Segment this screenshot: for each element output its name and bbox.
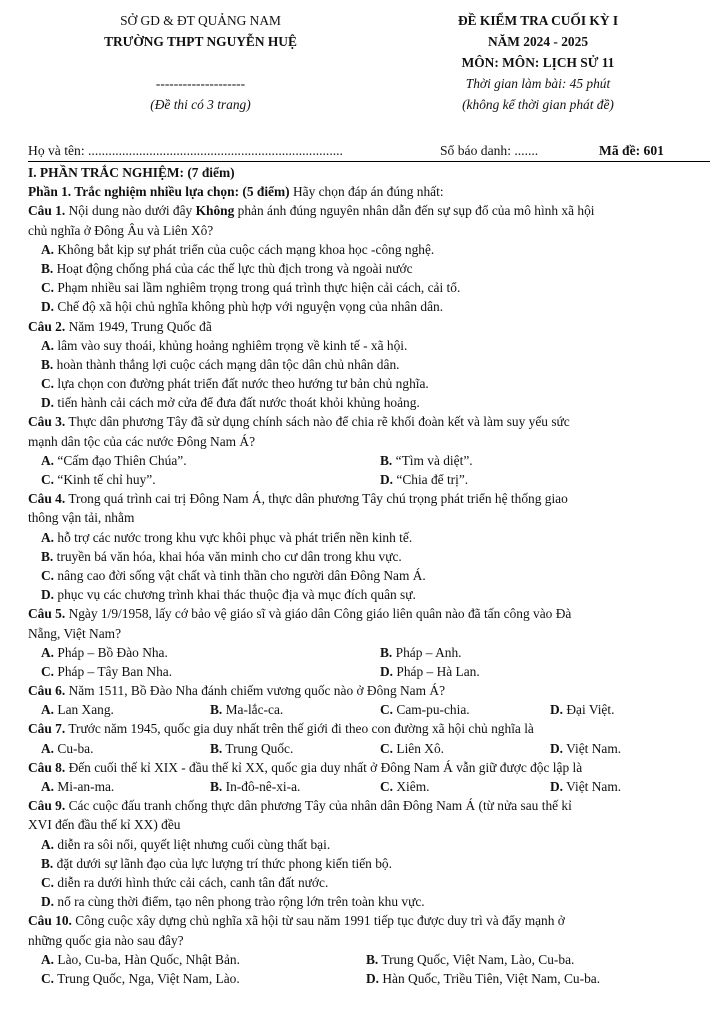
separator-line: --------------------	[155, 76, 246, 91]
question-number: Câu 10.	[28, 913, 72, 929]
option-b[interactable]: B. truyền bá văn hóa, khai hóa văn minh cho cư dân trong khu vực.	[41, 548, 402, 564]
exam-title: ĐỀ KIỂM TRA CUỐI KỲ I	[457, 13, 619, 28]
question-number: Câu 9.	[28, 798, 66, 814]
option-a[interactable]: A. Lào, Cu-ba, Hàn Quốc, Nhật Bản.	[41, 951, 240, 967]
option-d[interactable]: D. Việt Nam.	[550, 779, 622, 794]
option-c[interactable]: C. nâng cao đời sống vật chất và tinh thần cho người dân Đông Nam Á.	[41, 567, 426, 583]
option-d[interactable]: D. Đại Việt.	[550, 702, 615, 718]
student-info-row	[28, 141, 683, 161]
option-b[interactable]: B. Trung Quốc.	[210, 740, 294, 756]
question-8: Câu 8. Đến cuối thế kỉ XIX - đầu thế kỉ XX, quốc gia duy nhất ở Đông Nam Á vẫn giữ được độc lập là A. Mi-an-ma. B. In-đô-nê-xi-a. C. Xiêm. D. Việt Nam.	[28, 758, 710, 796]
option-c[interactable]: C. diễn ra dưới hình thức cải cách, canh tân đất nước.	[41, 874, 329, 890]
question-number: Câu 5.	[28, 606, 66, 622]
question-9: Câu 9. Các cuộc đấu tranh chống thực dân phương Tây của nhân dân Đông Nam Á (từ nửa sau thế kỉ XVI đến đầu thế kỉ XX) đều A. diễn ra sôi nổi, quyết liệt nhưng cuối cùng thất bại. B. đặt dưới sự lãnh đạo của lực lượng trí thức phong kiến tiến bộ. C. diễn ra dưới hình thức cải cách, canh tân đất nước. D. nổ ra cùng thời điểm, tạo nên phong trào rộng lớn trên toàn khu vực.	[28, 796, 710, 911]
option-c[interactable]: C. Phạm nhiều sai lầm nghiêm trọng trong quá trình thực hiện cải cách, cải tổ.	[41, 280, 461, 296]
question-number: Câu 6.	[28, 683, 66, 699]
exam-content	[28, 163, 710, 988]
question-1: Câu 1. Nội dung nào dưới đây Không phản ánh đúng nguyên nhân dẫn đến sự sụp đổ của mô hình xã hội chủ nghĩa ở Đông Âu và Liên Xô? A. Không bắt kịp sự phát triển của cuộc cách mạng khoa học -công nghệ. B. Hoạt động chống phá của các thế lực thù địch trong và ngoài nước C. Phạm nhiều sai lầm nghiêm trọng trong quá trình thực hiện cải cách, cải tổ. D. Chế độ xã hội chủ nghĩa không phù hợp với nguyện vọng của nhân dân.	[28, 201, 710, 316]
option-a[interactable]: A. lâm vào suy thoái, khủng hoảng nghiêm trọng về kinh tế - xã hội.	[41, 337, 408, 353]
option-a[interactable]: A. Cu-ba.	[41, 740, 94, 756]
option-d[interactable]: D. “Chia để trị”.	[380, 472, 469, 487]
option-c[interactable]: C. “Kinh tế chỉ huy”.	[41, 472, 156, 487]
question-number: Câu 3.	[28, 414, 66, 430]
option-a[interactable]: A. “Cấm đạo Thiên Chúa”.	[41, 452, 187, 468]
section-title: I. PHẦN TRẮC NGHIỆM: (7 điểm)	[28, 165, 235, 180]
question-number: Câu 7.	[28, 721, 66, 737]
option-b[interactable]: B. Trung Quốc, Việt Nam, Lào, Cu-ba.	[366, 951, 575, 967]
question-number: Câu 2.	[28, 318, 66, 334]
exam-code: Mã đề: 601	[599, 143, 664, 158]
option-d[interactable]: D. tiến hành cải cách mở cửa để đưa đất nước thoát khỏi khủng hoảng.	[41, 395, 420, 411]
option-d[interactable]: D. Việt Nam.	[550, 740, 622, 756]
option-b[interactable]: B. Ma-lắc-ca.	[210, 702, 284, 718]
duration-note: (không kể thời gian phát đề)	[462, 97, 614, 112]
question-6: Câu 6. Năm 1511, Bồ Đào Nha đánh chiếm vương quốc nào ở Đông Nam Á? A. Lan Xang. B. Ma-lắc-ca. C. Cam-pu-chia. D. Đại Việt.	[28, 681, 710, 719]
header-right	[378, 10, 698, 115]
question-number: Câu 1.	[28, 203, 66, 219]
school-year: NĂM 2024 - 2025	[487, 34, 589, 49]
option-b[interactable]: B. hoàn thành thắng lợi cuộc cách mạng dân tộc dân chủ nhân dân.	[41, 356, 400, 372]
option-b[interactable]: B. đặt dưới sự lãnh đạo của lực lượng trí thức phong kiến tiến bộ.	[41, 855, 392, 871]
part-title: Phần 1. Trắc nghiệm nhiều lựa chọn: (5 điểm) Hãy chọn đáp án đúng nhất:	[28, 184, 444, 200]
school-name: TRƯỜNG THPT NGUYỄN HUỆ	[104, 34, 297, 49]
option-c[interactable]: C. lựa chọn con đường phát triển đất nước theo hướng tư bản chủ nghĩa.	[41, 376, 429, 392]
option-d[interactable]: D. Pháp – Hà Lan.	[380, 663, 480, 679]
option-b[interactable]: B. Pháp – Anh.	[380, 644, 462, 660]
option-a[interactable]: A. Lan Xang.	[41, 702, 114, 718]
student-id-field[interactable]: Số báo danh: .......	[440, 143, 539, 158]
option-b[interactable]: B. Hoạt động chống phá của các thế lực thù địch trong và ngoài nước	[41, 260, 413, 276]
option-a[interactable]: A. Mi-an-ma.	[41, 779, 115, 794]
option-a[interactable]: A. Pháp – Bồ Đào Nha.	[41, 644, 168, 660]
question-2: Câu 2. Năm 1949, Trung Quốc đã A. lâm vào suy thoái, khủng hoảng nghiêm trọng về kinh tế - xã hội. B. hoàn thành thắng lợi cuộc cách mạng dân tộc dân chủ nhân dân. C. lựa chọn con đường phát triển đất nước theo hướng tư bản chủ nghĩa. D. tiến hành cải cách mở cửa để đưa đất nước thoát khỏi khủng hoảng.	[28, 317, 710, 413]
question-3: Câu 3. Thực dân phương Tây đã sử dụng chính sách nào để chia rẽ khối đoàn kết và làm suy yếu sức mạnh dân tộc của các nước Đông Nam Á? A. “Cấm đạo Thiên Chúa”. B. “Tìm và diệt”. C. “Kinh tế chỉ huy”. D. “Chia để trị”.	[28, 412, 710, 489]
option-d[interactable]: D. Chế độ xã hội chủ nghĩa không phù hợp với nguyện vọng của nhân dân.	[41, 299, 444, 315]
option-d[interactable]: D. nổ ra cùng thời điểm, tạo nên phong trào rộng lớn trên toàn khu vực.	[41, 894, 425, 910]
option-c[interactable]: C. Trung Quốc, Nga, Việt Nam, Lào.	[41, 970, 240, 986]
department-name: SỞ GD & ĐT QUẢNG NAM	[120, 13, 281, 28]
duration: Thời gian làm bài: 45 phút	[465, 76, 611, 91]
header-divider	[28, 161, 710, 162]
exam-header	[0, 10, 713, 120]
pages-note: (Đề thi có 3 trang)	[150, 97, 251, 112]
option-c[interactable]: C. Cam-pu-chia.	[380, 702, 470, 718]
question-10: Câu 10. Công cuộc xây dựng chủ nghĩa xã hội từ sau năm 1991 tiếp tục được duy trì và đẩy mạnh ở những quốc gia nào sau đây? A. Lào, Cu-ba, Hàn Quốc, Nhật Bản. B. Trung Quốc, Việt Nam, Lào, Cu-ba. C. Trung Quốc, Nga, Việt Nam, Lào. D. Hàn Quốc, Triều Tiên, Việt Nam, Cu-ba.	[28, 911, 710, 988]
question-5: Câu 5. Ngày 1/9/1958, lấy cớ bảo vệ giáo sĩ và giáo dân Công giáo liên quân nào đã tấn công vào Đà Nẵng, Việt Nam? A. Pháp – Bồ Đào Nha. B. Pháp – Anh. C. Pháp – Tây Ban Nha. D. Pháp – Hà Lan.	[28, 604, 710, 681]
question-7: Câu 7. Trước năm 1945, quốc gia duy nhất trên thế giới đi theo con đường xã hội chủ nghĩa là A. Cu-ba. B. Trung Quốc. C. Liên Xô. D. Việt Nam.	[28, 719, 710, 757]
option-b[interactable]: B. In-đô-nê-xi-a.	[210, 779, 301, 794]
question-number: Câu 4.	[28, 491, 66, 507]
option-c[interactable]: C. Liên Xô.	[380, 740, 444, 756]
option-d[interactable]: D. Hàn Quốc, Triều Tiên, Việt Nam, Cu-ba.	[366, 970, 601, 986]
option-a[interactable]: A. Không bắt kịp sự phát triển của cuộc cách mạng khoa học -công nghệ.	[41, 241, 435, 257]
option-d[interactable]: D. phục vụ các chương trình khai thác thuộc địa và mục đích quân sự.	[41, 587, 416, 603]
option-c[interactable]: C. Pháp – Tây Ban Nha.	[41, 663, 173, 679]
student-name-field[interactable]: Họ và tên: ...........................................................................	[28, 143, 343, 158]
subject: MÔN: MÔN: LỊCH SỬ 11	[461, 55, 615, 70]
option-c[interactable]: C. Xiêm.	[380, 779, 430, 794]
option-b[interactable]: B. “Tìm và diệt”.	[380, 452, 473, 468]
header-left	[58, 10, 343, 115]
option-a[interactable]: A. diễn ra sôi nổi, quyết liệt nhưng cuối cùng thất bại.	[41, 836, 331, 852]
question-4: Câu 4. Trong quá trình cai trị Đông Nam Á, thực dân phương Tây chú trọng phát triển hệ thống giao thông vận tải, nhằm A. hỗ trợ các nước trong khu vực khôi phục và phát triển nền kinh tế. B. truyền bá văn hóa, khai hóa văn minh cho cư dân trong khu vực. C. nâng cao đời sống vật chất và tinh thần cho người dân Đông Nam Á. D. phục vụ các chương trình khai thác thuộc địa và mục đích quân sự.	[28, 489, 710, 604]
question-number: Câu 8.	[28, 759, 66, 775]
option-a[interactable]: A. hỗ trợ các nước trong khu vực khôi phục và phát triển nền kinh tế.	[41, 529, 413, 545]
